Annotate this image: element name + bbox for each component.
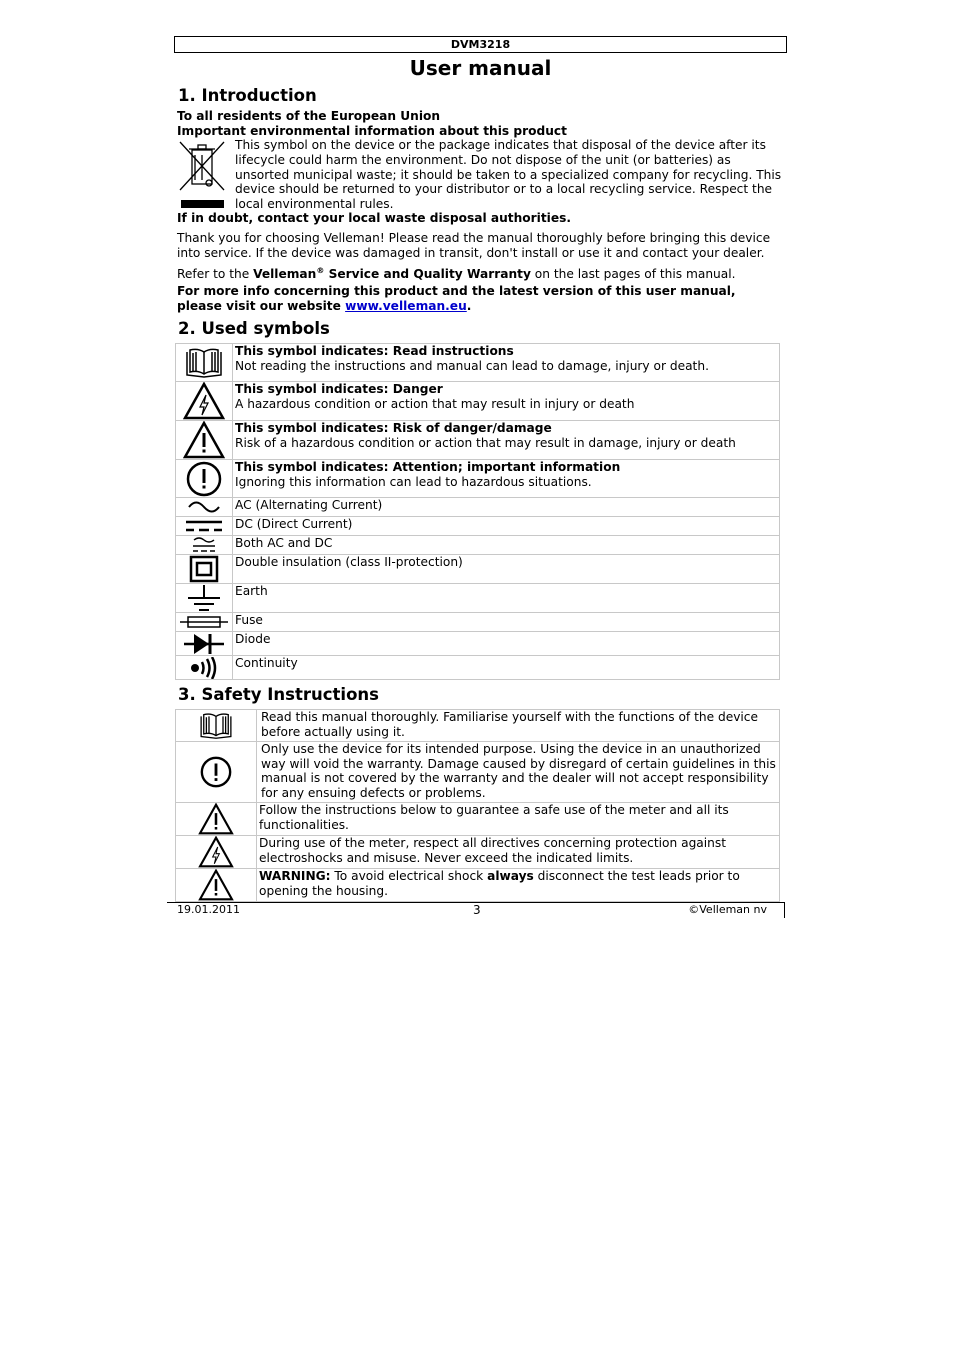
- document-header-model: DVM3218: [174, 36, 787, 53]
- refer-pre: Refer to the: [177, 267, 254, 282]
- symbol-row-fuse: [176, 613, 780, 632]
- footer-date: 19.01.2011: [177, 903, 240, 916]
- symbol-row-ac: [176, 498, 780, 517]
- footer-copyright: ©Velleman nv: [688, 903, 767, 916]
- symbol-desc: DC (Direct Current): [233, 517, 780, 536]
- page-footer: [167, 902, 785, 917]
- more-info-paragraph: [177, 284, 783, 314]
- section-heading-safety: 3. Safety Instructions: [178, 685, 379, 704]
- dc-icon: [176, 517, 233, 536]
- fuse-icon: [176, 613, 233, 632]
- diode-icon: [176, 632, 233, 656]
- symbol-row-danger: [176, 382, 780, 421]
- symbol-row-earth: [176, 584, 780, 613]
- footer-page-number: 3: [473, 903, 481, 917]
- attention-circle-icon: [176, 460, 233, 498]
- weee-bin-icon: [178, 140, 228, 210]
- book-icon: [176, 710, 257, 742]
- book-icon: [176, 344, 233, 382]
- warning-triangle-icon: [176, 869, 257, 902]
- warning-label: WARNING:: [259, 869, 331, 883]
- safety-row-electroshock: [176, 836, 780, 869]
- thank-you-paragraph: Thank you for choosing Velleman! Please read the manual thoroughly before bringing this device into service. If the device was damaged in transit, don't install or use it and contact your dealer.: [177, 231, 771, 260]
- symbol-title: This symbol indicates: Read instructions: [235, 344, 514, 358]
- symbol-row-continuity: [176, 656, 780, 680]
- website-link[interactable]: www.velleman.eu: [345, 298, 467, 313]
- safety-row-follow-instructions: [176, 803, 780, 836]
- safety-row-read-manual: [176, 710, 780, 742]
- attention-circle-icon: [176, 742, 257, 803]
- env-info-text: Important environmental information about this product: [177, 124, 567, 138]
- symbol-title: This symbol indicates: Danger: [235, 382, 443, 396]
- symbol-row-read-instructions: [176, 344, 780, 382]
- danger-triangle-icon: [176, 382, 233, 421]
- more-info-text: For more info concerning this product and the latest version of this user manual, please visit our website: [177, 284, 736, 313]
- brand-name: Velleman: [253, 267, 317, 282]
- symbol-title: This symbol indicates: Attention; important information: [235, 460, 621, 474]
- safety-table: [175, 709, 780, 902]
- warning-pre: To avoid electrical shock: [330, 869, 488, 883]
- symbol-row-dc: [176, 517, 780, 536]
- earth-icon: [176, 584, 233, 613]
- symbol-desc: Both AC and DC: [233, 536, 780, 555]
- refer-post: on the last pages of this manual.: [530, 267, 736, 282]
- safety-row-intended-use: [176, 742, 780, 803]
- danger-triangle-icon: [176, 836, 257, 869]
- warning-post: disconnect the test leads prior to opening the housing.: [259, 869, 740, 898]
- symbol-title: This symbol indicates: Risk of danger/damage: [235, 421, 552, 435]
- symbol-desc: Risk of a hazardous condition or action that may result in damage, injury or death: [235, 435, 736, 450]
- warranty-reference: [177, 264, 783, 282]
- double-insulation-icon: [176, 555, 233, 584]
- period: .: [466, 298, 472, 313]
- symbol-desc: Continuity: [233, 656, 780, 680]
- safety-text: Only use the device for its intended purpose. Using the device in an unauthorized way will void the warranty. Damage caused by disregard of certain guidelines in this manual is not covered by the warranty and the dealer will not accept responsibility for any ensuing defects or problems.: [257, 742, 780, 803]
- registered-mark: ®: [316, 266, 325, 275]
- section-heading-introduction: 1. Introduction: [178, 86, 317, 105]
- warning-triangle-icon: [176, 421, 233, 460]
- symbol-desc: Ignoring this information can lead to hazardous situations.: [235, 474, 592, 489]
- page-title: User manual: [409, 56, 552, 80]
- weee-description: This symbol on the device or the package indicates that disposal of the device after its lifecycle could harm the environment. Do not dispose of the unit (or batteries) as unsorted municipal waste; it should be taken to a specialized company for recycling. This device should be returned to your distributor or to a local recycling service. Respect the local environmental rules.: [235, 138, 782, 212]
- symbol-desc: A hazardous condition or action that may result in injury or death: [235, 396, 635, 411]
- symbol-row-risk: [176, 421, 780, 460]
- section-heading-used-symbols: 2. Used symbols: [178, 319, 330, 338]
- warning-triangle-icon: [176, 803, 257, 836]
- symbols-table: [175, 343, 780, 680]
- symbol-row-double-insulation: [176, 555, 780, 584]
- symbol-desc: Diode: [233, 632, 780, 656]
- warranty-name: Service and Quality Warranty: [324, 267, 531, 282]
- footer-right-border: [783, 903, 785, 918]
- continuity-icon: [176, 656, 233, 680]
- safety-text: During use of the meter, respect all directives concerning protection against electroshocks and misuse. Never exceed the indicated limits.: [257, 836, 780, 869]
- ac-dc-icon: [176, 536, 233, 555]
- eu-residents-text: To all residents of the European Union: [177, 109, 441, 123]
- safety-row-warning: [176, 869, 780, 902]
- waste-authorities-text: If in doubt, contact your local waste disposal authorities.: [177, 211, 571, 225]
- symbol-row-attention: [176, 460, 780, 498]
- symbol-row-ac-dc: [176, 536, 780, 555]
- safety-text: Follow the instructions below to guarantee a safe use of the meter and all its functionalities.: [257, 803, 780, 836]
- symbol-desc: Double insulation (class II-protection): [233, 555, 780, 584]
- symbol-desc: Fuse: [233, 613, 780, 632]
- symbol-row-diode: [176, 632, 780, 656]
- warning-bold: always: [487, 869, 534, 883]
- safety-text: Read this manual thoroughly. Familiarise yourself with the functions of the device before actually using it.: [257, 710, 780, 742]
- symbol-desc: Not reading the instructions and manual can lead to damage, injury or death.: [235, 358, 709, 373]
- symbol-desc: AC (Alternating Current): [233, 498, 780, 517]
- symbol-desc: Earth: [233, 584, 780, 613]
- safety-warning-text: [257, 869, 780, 902]
- ac-icon: [176, 498, 233, 517]
